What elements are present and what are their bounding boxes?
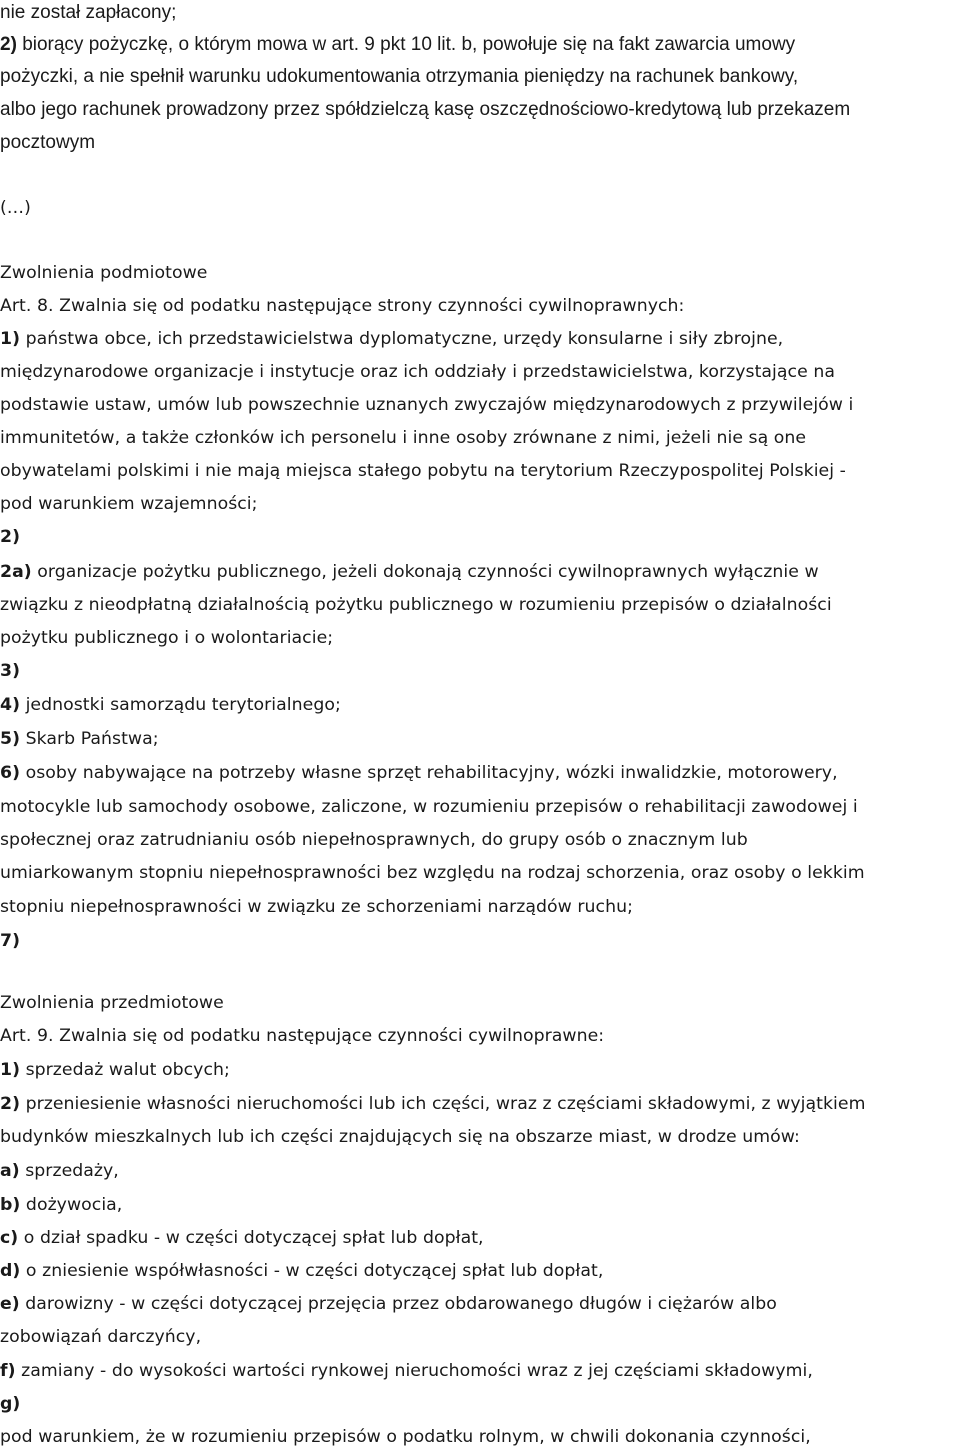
article-heading — [0, 1025, 604, 1047]
line-text: Art. 9. Zwalnia się od podatku następujące czynności cywilnoprawne: — [0, 1026, 605, 1046]
line-text: pod warunkiem wzajemności; — [0, 494, 258, 514]
item-text: sprzedaży, — [25, 1161, 119, 1181]
item-text: biorący pożyczkę, o którym mowa w art. 9 pkt 10 lit. b, powołuje się na fakt zawarcia umowy — [22, 34, 796, 55]
item-number: 1) — [0, 1060, 21, 1080]
item-text: o zniesienie współwłasności - w części dotyczącej spłat lub dopłat, — [25, 1261, 604, 1281]
item-number: 2) — [0, 1094, 21, 1114]
list-item — [0, 526, 20, 548]
list-item — [0, 1194, 122, 1216]
line-text: (…) — [0, 198, 31, 218]
item-number: c) — [0, 1228, 19, 1248]
list-item — [0, 1059, 230, 1081]
line-text: międzynarodowe organizacje i instytucje oraz ich oddziały i przedstawicielstwa, korzystające na — [0, 362, 835, 382]
item-number: g) — [0, 1394, 21, 1414]
section-heading — [0, 262, 207, 284]
text-line — [0, 2, 176, 24]
line-text: podstawie ustaw, umów lub powszechnie uznanych zwyczajów międzynarodowych z przywilejów i — [0, 395, 854, 415]
item-number: 4) — [0, 695, 21, 715]
text-line — [0, 829, 748, 851]
item-number: 2a) — [0, 562, 32, 582]
section-heading — [0, 992, 224, 1014]
article-heading — [0, 295, 684, 317]
item-number: 3) — [0, 661, 21, 681]
text-line — [0, 460, 846, 482]
item-number: b) — [0, 1195, 21, 1215]
line-text: obywatelami polskimi i nie mają miejsca stałego pobytu na terytorium Rzeczypospolitej Polskiej - — [0, 461, 846, 481]
item-text: Skarb Państwa; — [25, 729, 159, 749]
line-text: albo jego rachunek prowadzony przez spółdzielczą kasę oszczędnościowo-kredytową lub przekazem — [0, 99, 851, 120]
list-item — [0, 561, 819, 583]
line-text: nie został zapłacony; — [0, 2, 177, 23]
item-text: darowizny - w części dotyczącej przejęcia przez obdarowanego długów i ciężarów albo — [25, 1294, 777, 1314]
list-item — [0, 728, 159, 750]
line-text: umiarkowanym stopniu niepełnosprawności bez względu na rodzaj schorzenia, oraz osoby o lekkim — [0, 863, 865, 883]
item-number: d) — [0, 1261, 21, 1281]
text-line — [0, 862, 865, 884]
text-line — [0, 627, 333, 649]
item-number: 2) — [0, 527, 21, 547]
line-text: motocykle lub samochody osobowe, zaliczone, w rozumieniu przepisów o rehabilitacji zawodowej i — [0, 797, 858, 817]
text-line — [0, 132, 95, 154]
item-number: 7) — [0, 931, 21, 951]
item-text: osoby nabywające na potrzeby własne sprzęt rehabilitacyjny, wózki inwalidzkie, motorowery, — [25, 763, 838, 783]
text-line — [0, 361, 835, 383]
text-line — [0, 427, 806, 449]
line-text: stopniu niepełnosprawności w związku ze schorzeniami narządów ruchu; — [0, 897, 633, 917]
list-item — [0, 1227, 484, 1249]
list-item — [0, 1160, 119, 1182]
text-line — [0, 99, 850, 121]
text-line — [0, 66, 798, 88]
item-number: f) — [0, 1361, 16, 1381]
item-number: 6) — [0, 763, 21, 783]
line-text: pocztowym — [0, 132, 96, 153]
line-text: Zwolnienia podmiotowe — [0, 263, 208, 283]
list-item — [0, 328, 783, 350]
line-text: pożytku publicznego i o wolontariacie; — [0, 628, 334, 648]
list-item — [0, 1360, 813, 1382]
text-line — [0, 594, 832, 616]
ellipsis-line — [0, 197, 31, 219]
list-item — [0, 660, 20, 682]
line-text: budynków mieszkalnych lub ich części znajdujących się na obszarze miast, w drodze umów: — [0, 1127, 800, 1147]
line-text: zobowiązań darczyńcy, — [0, 1327, 202, 1347]
list-item — [0, 694, 341, 716]
line-text: społecznej oraz zatrudnianiu osób niepełnosprawnych, do grupy osób o znacznym lub — [0, 830, 748, 850]
text-line — [0, 493, 258, 515]
text-line — [0, 1126, 800, 1148]
item-text: sprzedaż walut obcych; — [25, 1060, 230, 1080]
line-text: pod warunkiem, że w rozumieniu przepisów o podatku rolnym, w chwili dokonania czynności, — [0, 1427, 811, 1447]
text-line — [0, 394, 853, 416]
list-item — [0, 34, 795, 56]
item-number: 1) — [0, 329, 21, 349]
item-number: e) — [0, 1294, 20, 1314]
item-text: jednostki samorządu terytorialnego; — [25, 695, 341, 715]
item-text: przeniesienie własności nieruchomości lub ich części, wraz z częściami składowymi, z wyjątkiem — [25, 1094, 866, 1114]
line-text: Zwolnienia przedmiotowe — [0, 993, 224, 1013]
list-item — [0, 1393, 20, 1415]
list-item — [0, 762, 838, 784]
line-text: pożyczki, a nie spełnił warunku udokumentowania otrzymania pieniędzy na rachunek bankowy, — [0, 66, 799, 87]
line-text: immunitetów, a także członków ich personelu i inne osoby zrównane z nimi, jeżeli nie są one — [0, 428, 807, 448]
item-number: 2) — [0, 34, 17, 55]
text-line — [0, 796, 858, 818]
item-text: państwa obce, ich przedstawicielstwa dyplomatyczne, urzędy konsularne i siły zbrojne, — [25, 329, 784, 349]
text-line — [0, 896, 633, 918]
item-text: organizacje pożytku publicznego, jeżeli dokonają czynności cywilnoprawnych wyłącznie w — [37, 562, 819, 582]
list-item — [0, 1260, 603, 1282]
list-item — [0, 1293, 777, 1315]
item-text: o dział spadku - w części dotyczącej spłat lub dopłat, — [23, 1228, 484, 1248]
item-number: a) — [0, 1161, 20, 1181]
line-text: Art. 8. Zwalnia się od podatku następujące strony czynności cywilnoprawnych: — [0, 296, 685, 316]
text-line — [0, 1326, 201, 1348]
item-number: 5) — [0, 729, 21, 749]
text-line — [0, 1426, 811, 1448]
list-item — [0, 1093, 865, 1115]
item-text: dożywocia, — [25, 1195, 123, 1215]
line-text: związku z nieodpłatną działalnością pożytku publicznego w rozumieniu przepisów o działalności — [0, 595, 832, 615]
item-text: zamiany - do wysokości wartości rynkowej nieruchomości wraz z jej częściami składowymi, — [21, 1361, 813, 1381]
list-item — [0, 930, 20, 952]
